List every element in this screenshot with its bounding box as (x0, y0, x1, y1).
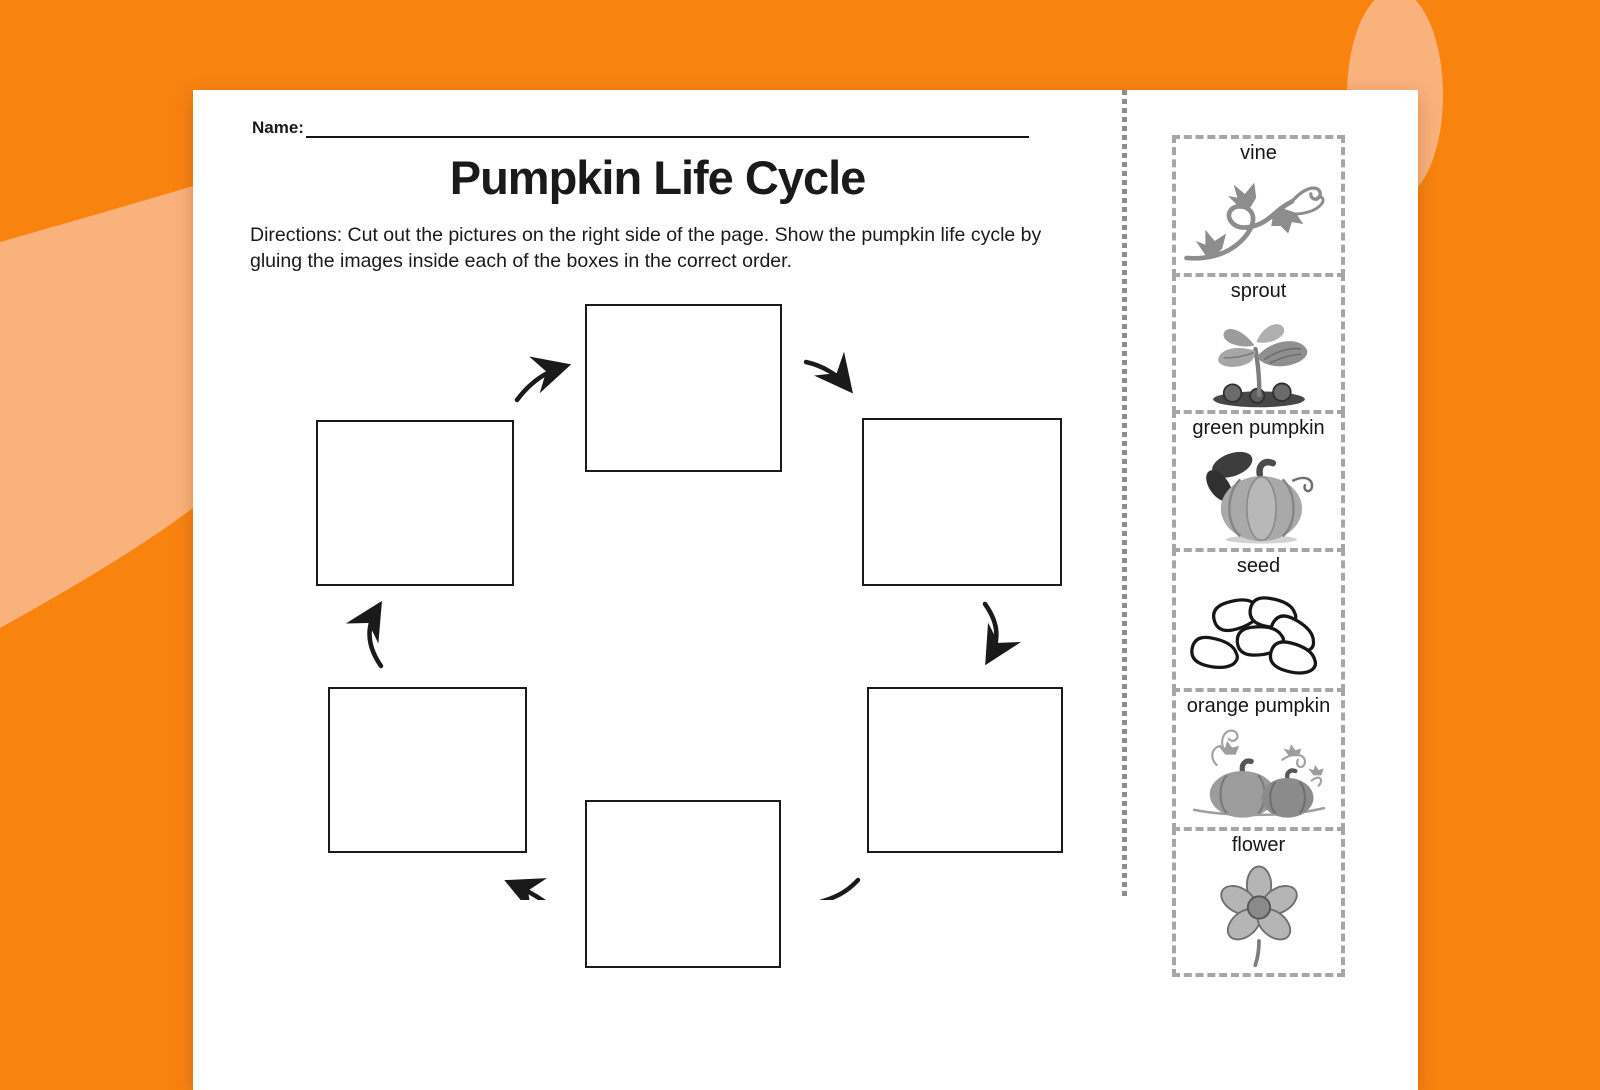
name-row (252, 118, 1029, 138)
cutout-card-seed (1172, 548, 1345, 692)
cutout-card-orange-pumpkin (1172, 688, 1345, 831)
cycle-box-top-left (316, 420, 514, 586)
cutout-label: orange pumpkin (1186, 695, 1331, 717)
cycle-box-top-center (585, 304, 782, 472)
cutout-label: vine (1240, 142, 1277, 164)
vine-image (1179, 167, 1339, 267)
name-label: Name: (252, 118, 304, 137)
green-pumpkin-image (1182, 442, 1336, 546)
cutout-label: sprout (1230, 280, 1287, 302)
flower-image (1184, 859, 1334, 969)
name-blank-line (306, 118, 1029, 138)
cutout-card-sprout (1172, 273, 1345, 414)
cutout-card-green-pumpkin (1172, 410, 1345, 552)
cutout-card-flower (1172, 827, 1345, 977)
cycle-box-top-right (862, 418, 1062, 586)
cutout-cards-column (1172, 135, 1345, 977)
seed-image (1180, 580, 1338, 682)
cycle-box-bottom-center (585, 800, 781, 968)
sprout-image (1183, 305, 1335, 409)
cycle-box-bottom-left (328, 687, 527, 853)
orange-pumpkin-image (1180, 720, 1338, 822)
directions-text: Directions: Cut out the pictures on the right side of the page. Show the pumpkin life cycle by gluing the images inside each of the boxes in the correct order. (250, 224, 1042, 273)
page-title: Pumpkin Life Cycle (449, 151, 866, 204)
cutout-card-vine (1172, 135, 1345, 277)
cycle-box-bottom-right (867, 687, 1063, 853)
cutout-label: flower (1231, 834, 1286, 856)
cut-line-dotted (1122, 90, 1127, 900)
cutout-label: seed (1236, 555, 1281, 577)
cutout-label: green pumpkin (1192, 417, 1325, 439)
